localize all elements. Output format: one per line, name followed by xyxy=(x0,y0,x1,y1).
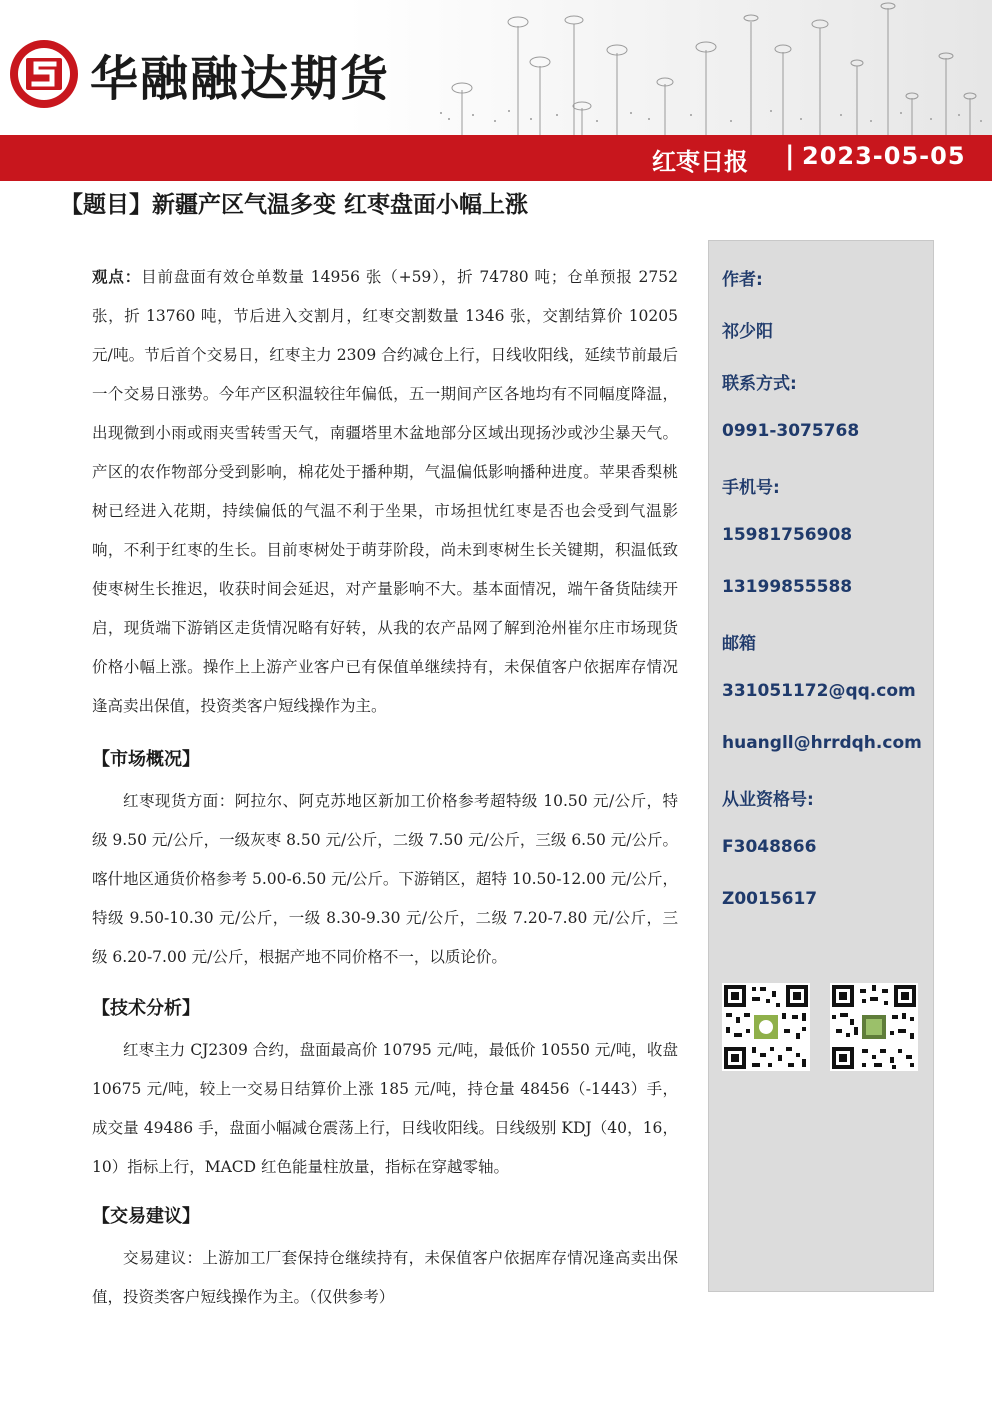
report-title: 红枣日报 xyxy=(652,148,748,176)
viewpoint-text: 目前盘面有效仓单数量 14956 张（+59），折 74780 吨；仓单预报 2752 张，折 13760 吨，节后进入交割月，红枣交割数量 1346 张，交割结算价 10205 元/吨。节后首个交易日，红枣主力 2309 合约减仓上行，日线收阳线，延续节前最后一个交易日涨势。今年产区积温较往年偏低，五一期间产区各地均有不同幅度降温，出现微到小雨或雨夹雪转雪天气，南疆塔里木盆地部分区域出现扬沙或沙尘暴天气。产区的农作物部分受到影响，棉花处于播种期，气温偏低影响播种进度。苹果香梨桃树已经进入花期，持续偏低的气温不利于坐果，市场担忧红枣是否也会受到气温影响，不利于红枣的生长。目前枣树处于萌芽阶段，尚未到枣树生长关键期，积温低致使枣树生长推迟，收获时间会延迟，对产量影响不大。基本面情况，端午备货陆续开启，现货端下游销区走货情况略有好转，从我的农产品网了解到沧州崔尔庄市场现货价格小幅上涨。操作上上游产业客户已有保值单继续持有，未保值客户依据库存情况逢高卖出保值，投资类客户短线操作为主。 xyxy=(92,268,678,715)
section-text-technical: 红枣主力 CJ2309 合约，盘面最高价 10795 元/吨，最低价 10550 元/吨，收盘 10675 元/吨，较上一交易日结算价上涨 185 元/吨，持仓量 48456（-1443）手，成交量 49486 手，盘面小幅减仓震荡上行，日线收阳线。日线级别 KDJ（40，16，10）指标上行，MACD 红色能量柱放量，指标在穿越零轴。 xyxy=(92,1041,678,1176)
qr-code-icon xyxy=(722,983,810,1071)
qualification-id-2: Z0015617 xyxy=(722,889,818,909)
author-label: 作者: xyxy=(722,270,763,290)
viewpoint-label: 观点： xyxy=(92,268,142,286)
contact-label: 联系方式: xyxy=(722,374,797,394)
email-label: 邮箱 xyxy=(722,634,756,654)
contact-phone: 0991-3075768 xyxy=(722,421,860,441)
viewpoint-paragraph xyxy=(92,258,678,726)
email-2[interactable]: huangll@hrrdqh.com xyxy=(722,733,922,753)
brand-name: 华融融达期货 xyxy=(90,51,391,107)
title-separator: | xyxy=(785,141,795,171)
author-name: 祁少阳 xyxy=(722,322,773,342)
mobile-number-2: 13199855588 xyxy=(722,577,853,597)
qr-code-icon xyxy=(830,983,918,1071)
section-text-advice: 交易建议：上游加工厂套保持仓继续持有，未保值客户依据库存情况逢高卖出保值，投资类客户短线操作为主。（仅供参考） xyxy=(92,1249,678,1306)
section-title-technical: 【技术分析】 xyxy=(92,998,200,1019)
qualification-id-1: F3048866 xyxy=(722,837,817,857)
section-text-market: 红枣现货方面：阿拉尔、阿克苏地区新加工价格参考超特级 10.50 元/公斤，特级 9.50 元/公斤，一级灰枣 8.50 元/公斤，二级 7.50 元/公斤，三级 6.50 元/公斤。喀什地区通货价格参考 5.00-6.50 元/公斤。下游销区，超特 10.50-12.00 元/公斤，特级 9.50-10.30 元/公斤，一级 8.30-9.30 元/公斤，二级 7.20-7.80 元/公斤，三级 6.20-7.00 元/公斤，根据产地不同价格不一，以质论价。 xyxy=(92,792,678,966)
mobile-label: 手机号: xyxy=(722,478,780,498)
section-title-advice: 【交易建议】 xyxy=(92,1206,200,1227)
email-1[interactable]: 331051172@qq.com xyxy=(722,681,916,701)
company-logo-icon xyxy=(8,38,80,110)
main-content xyxy=(92,258,678,1317)
qualification-label: 从业资格号: xyxy=(722,790,814,810)
header xyxy=(0,0,992,135)
report-date: 2023-05-05 xyxy=(802,142,966,170)
mobile-number-1: 15981756908 xyxy=(722,525,853,545)
report-topic: 【题目】新疆产区气温多变 红枣盘面小幅上涨 xyxy=(60,192,529,218)
section-title-market: 【市场概况】 xyxy=(92,749,200,770)
author-sidebar xyxy=(708,240,934,1292)
